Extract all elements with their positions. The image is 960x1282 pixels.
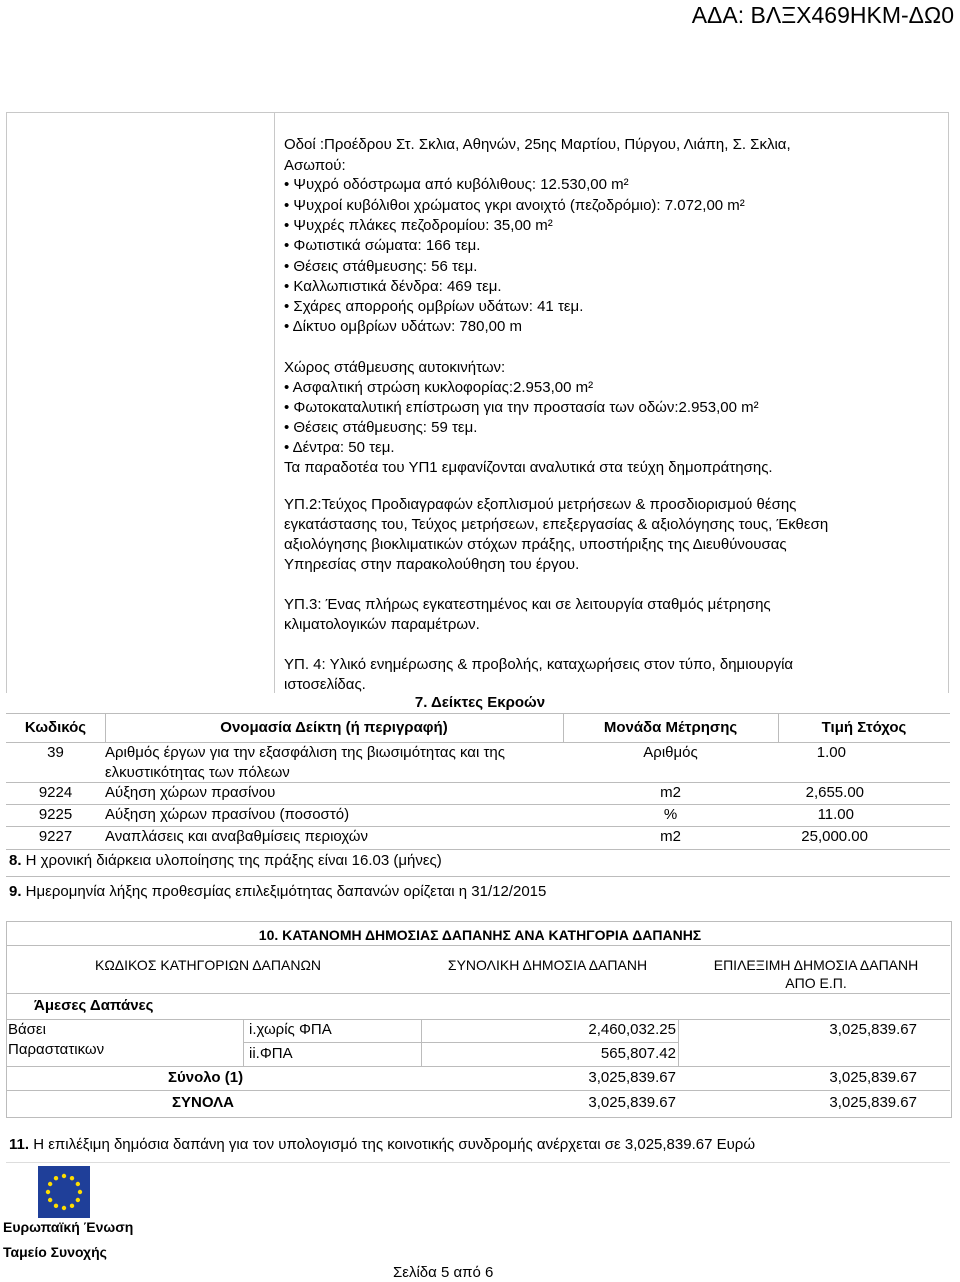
description-line: • Δίκτυο ομβρίων υδάτων: 780,00 m	[284, 318, 522, 335]
budget-border	[6, 945, 950, 946]
indicator-unit: %	[663, 806, 678, 823]
row-net-total: 2,460,032.25	[588, 1021, 676, 1038]
row-net-label: i.χωρίς ΦΠΑ	[249, 1021, 332, 1038]
section-divider	[6, 1162, 950, 1163]
budget-border	[6, 993, 950, 994]
outputs-header-target: Τιμή Στόχος	[821, 719, 907, 736]
indicator-unit: Αριθμός	[643, 744, 698, 761]
duration-number: 8.	[9, 852, 22, 869]
eu-star-icon	[76, 1182, 80, 1186]
deadline-sentence	[9, 882, 546, 902]
indicator-target: 2,655.00	[805, 784, 864, 801]
description-line: • Θέσεις στάθμευσης: 59 τεμ.	[284, 419, 478, 436]
duration-sentence	[9, 851, 442, 871]
indicator-target: 11.00	[817, 806, 854, 823]
budget-title: 10. ΚΑΤΑΝΟΜΗ ΔΗΜΟΣΙΑΣ ΔΑΠΑΝΗΣ ΑΝΑ ΚΑΤΗΓΟΡΙΑ ΔΑΠΑΝΗΣ	[258, 927, 702, 943]
eu-star-icon	[70, 1204, 74, 1208]
sum1-label: Σύνολο (1)	[168, 1069, 244, 1086]
sum1-eligible: 3,025,839.67	[829, 1069, 917, 1086]
outputs-header-unit: Μονάδα Μέτρησης	[603, 719, 738, 736]
indicator-name: Αύξηση χώρων πρασίνου (ποσοστό)	[105, 806, 350, 823]
eu-flag-icon	[38, 1166, 90, 1218]
page-number: Σελίδα 5 από 6	[393, 1264, 494, 1281]
cohesion-fund-label: Ταμείο Συνοχής	[3, 1244, 107, 1260]
description-line	[284, 338, 288, 358]
eu-star-icon	[78, 1190, 82, 1194]
description-line: ΥΠ.2:Τεύχος Προδιαγραφών εξοπλισμού μετρήσεων & προσδιορισμού θέσης	[284, 496, 797, 513]
basis-label-cont: Παραστατικων	[8, 1041, 105, 1058]
description-line: ιστοσελίδας.	[284, 676, 366, 693]
outputs-header-name: Ονομασία Δείκτη (ή περιγραφή)	[220, 719, 448, 736]
budget-border	[6, 1090, 950, 1091]
description-line: • Ψυχρές πλάκες πεζοδρομίου: 35,00 m²	[284, 217, 553, 234]
outputs-border	[6, 713, 950, 714]
indicator-name-cont: ελκυστικότητας των πόλεων	[105, 764, 290, 781]
sum1-total: 3,025,839.67	[588, 1069, 676, 1086]
description-line: Τα παραδοτέα του ΥΠ1 εμφανίζονται αναλυτικά στα τεύχη δημοπράτησης.	[284, 459, 773, 476]
budget-header-codes: ΚΩΔΙΚΟΣ ΚΑΤΗΓΟΡΙΩΝ ΔΑΠΑΝΩΝ	[94, 957, 322, 973]
row-net-eligible: 3,025,839.67	[829, 1021, 917, 1038]
sums-total: 3,025,839.67	[588, 1094, 676, 1111]
outputs-border	[6, 849, 950, 850]
indicator-code: 9224	[38, 784, 73, 801]
description-line: Χώρος στάθμευσης αυτοκινήτων:	[284, 359, 506, 376]
sums-label: ΣΥΝΟΛΑ	[172, 1094, 234, 1111]
budget-border	[243, 1042, 678, 1043]
eligible-text: Η επιλέξιμη δημόσια δαπάνη για τον υπολογισμό της κοινοτικής συνδρομής ανέρχεται σε 3,025,839.67 Ευρώ	[29, 1136, 756, 1153]
description-line: • Ασφαλτική στρώση κυκλοφορίας:2.953,00 m²	[284, 379, 594, 396]
eu-star-icon	[70, 1176, 74, 1180]
eligible-number: 11.	[9, 1136, 30, 1153]
indicator-name: Αριθμός έργων για την εξασφάλιση της βιωσιμότητας και της	[105, 744, 505, 761]
description-line: • Φωτιστικά σώματα: 166 τεμ.	[284, 237, 481, 254]
indicator-name: Αναπλάσεις και αναβαθμίσεις περιοχών	[105, 828, 369, 845]
budget-header-eligible: ΕΠΙΛΕΞΙΜΗ ΔΗΜΟΣΙΑ ΔΑΠΑΝΗ	[713, 957, 919, 973]
indicator-unit: m2	[660, 784, 681, 801]
sums-eligible: 3,025,839.67	[829, 1094, 917, 1111]
description-line: ΥΠ.3: Ένας πλήρως εγκατεστημένος και σε λειτουργία σταθμός μέτρησης	[284, 596, 771, 613]
description-line: • Θέσεις στάθμευσης: 56 τεμ.	[284, 258, 478, 275]
eu-star-icon	[48, 1198, 52, 1202]
description-line: • Φωτοκαταλυτική επίστρωση για την προστασία των οδών:2.953,00 m²	[284, 399, 759, 416]
budget-header-eligible-cont: ΑΠΟ Ε.Π.	[785, 975, 847, 991]
indicator-code: 39	[47, 744, 64, 761]
direct-costs-label: Άμεσες Δαπάνες	[34, 997, 154, 1014]
row-vat-total: 565,807.42	[600, 1045, 676, 1062]
eu-star-icon	[54, 1176, 58, 1180]
eu-star-icon	[54, 1204, 58, 1208]
budget-header-total: ΣΥΝΟΛΙΚΗ ΔΗΜΟΣΙΑ ΔΑΠΑΝΗ	[447, 957, 648, 973]
ada-code: ΑΔΑ: ΒΛΞΧ469ΗΚΜ-ΔΩ0	[691, 2, 954, 28]
description-line: εγκατάστασης του, Τεύχος μετρήσεων, επεξεργασίας & αξιολόγησης τους, Έκθεση	[284, 516, 829, 533]
eu-union-label: Ευρωπαϊκή Ένωση	[3, 1219, 134, 1235]
eligible-sentence	[9, 1135, 755, 1155]
description-line: • Δέντρα: 50 τεμ.	[284, 439, 395, 456]
description-left-column	[7, 113, 275, 693]
row-vat-label: ii.ΦΠΑ	[249, 1045, 293, 1062]
indicator-code: 9227	[38, 828, 73, 845]
basis-label: Βάσει	[8, 1021, 46, 1038]
description-line: • Ψυχροί κυβόλιθοι χρώματος γκρι ανοιχτό (πεζοδρόμιο): 7.072,00 m²	[284, 197, 745, 214]
description-line: • Σχάρες απορροής ομβρίων υδάτων: 41 τεμ.	[284, 298, 584, 315]
eu-star-icon	[48, 1182, 52, 1186]
description-line: Υπηρεσίας στην παρακολούθηση του έργου.	[284, 556, 580, 573]
description-line: • Ψυχρό οδόστρωμα από κυβόλιθους: 12.530,00 m²	[284, 176, 629, 193]
description-line	[284, 635, 288, 655]
description-line: • Καλλωπιστικά δένδρα: 469 τεμ.	[284, 278, 502, 295]
eu-star-icon	[46, 1190, 50, 1194]
description-line: κλιματολογικών παραμέτρων.	[284, 616, 480, 633]
eu-star-icon	[62, 1174, 66, 1178]
outputs-title: 7. Δείκτες Εκροών	[414, 694, 546, 711]
eu-star-icon	[62, 1206, 66, 1210]
duration-text: Η χρονική διάρκεια υλοποίησης της πράξης είναι 16.03 (μήνες)	[21, 852, 442, 869]
indicator-target: 25,000.00	[801, 828, 868, 845]
indicator-code: 9225	[38, 806, 73, 823]
description-line: αξιολόγησης βιοκλιματικών στόχων πράξης, υποστήριξης της Διευθύνουσας	[284, 536, 787, 553]
indicator-name: Αύξηση χώρων πρασίνου	[105, 784, 276, 801]
outputs-header-code: Κωδικός	[24, 719, 87, 736]
description-box	[6, 112, 949, 693]
description-line: Ασωπού:	[284, 157, 346, 174]
budget-border	[6, 1066, 950, 1067]
description-line: ΥΠ. 4: Υλικό ενημέρωσης & προβολής, καταχωρήσεις στον τύπο, δημιουργία	[284, 656, 794, 673]
indicator-unit: m2	[660, 828, 681, 845]
deadline-number: 9.	[9, 883, 22, 900]
indicator-target: 1.00	[816, 744, 846, 761]
eu-star-icon	[76, 1198, 80, 1202]
section-divider	[6, 876, 950, 877]
description-line: Οδοί :Προέδρου Στ. Σκλια, Αθηνών, 25ης Μαρτίου, Πύργου, Λιάπη, Σ. Σκλια,	[284, 136, 791, 153]
deadline-text: Ημερομηνία λήξης προθεσμίας επιλεξιμότητας δαπανών ορίζεται η 31/12/2015	[21, 883, 547, 900]
description-line	[284, 575, 288, 595]
